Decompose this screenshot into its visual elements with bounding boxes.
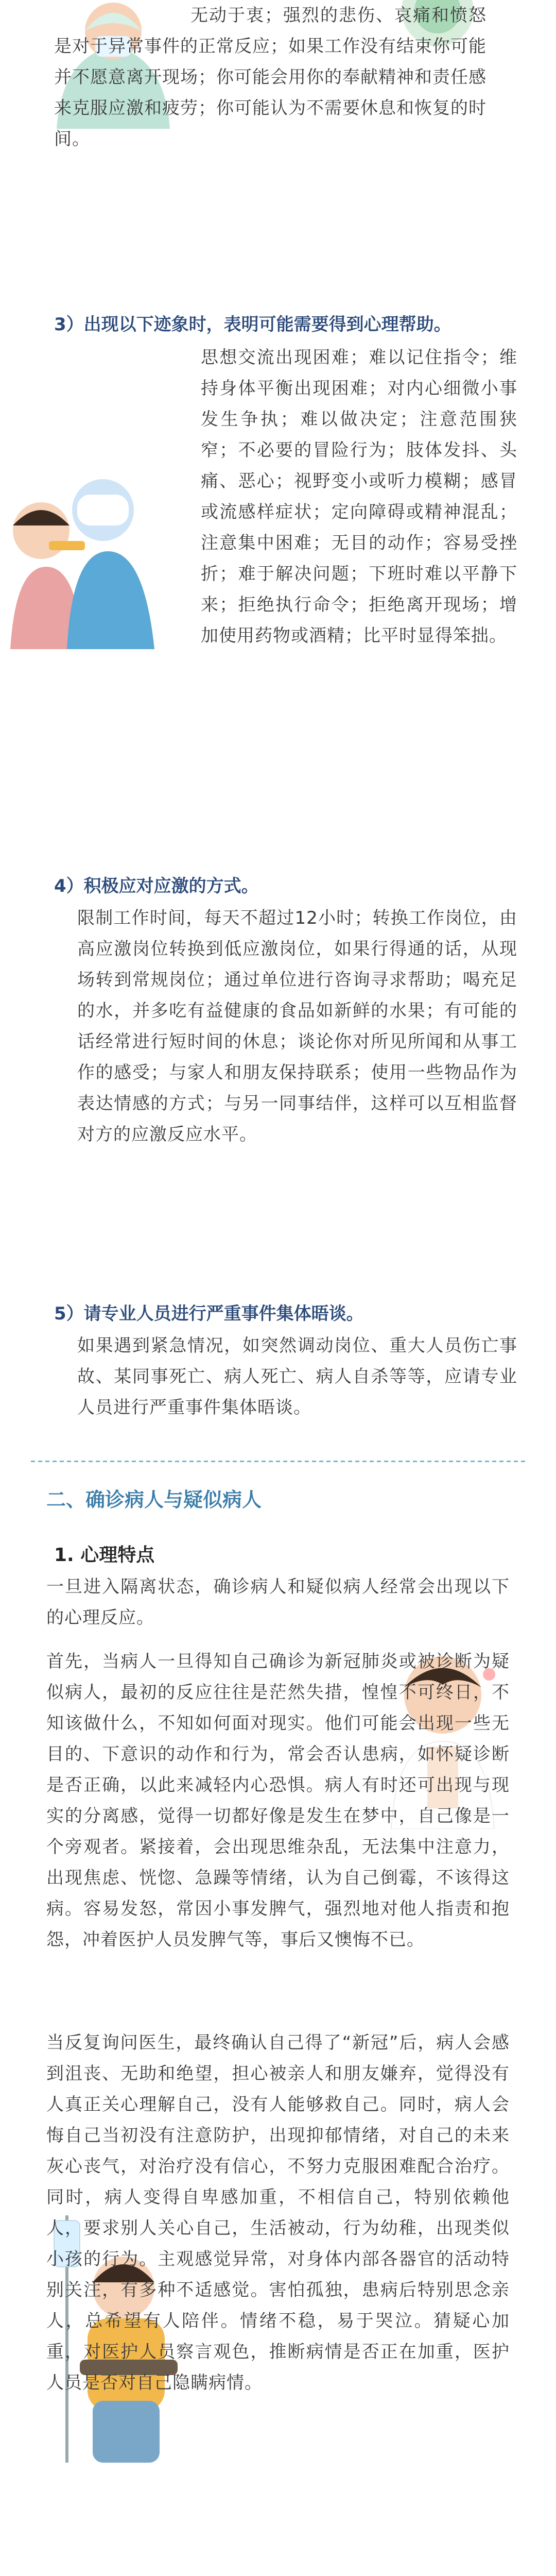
sub-1-para2: 当反复询问医生，最终确认自己得了“新冠”后，病人会感到沮丧、无助和绝望，担心被亲人和朋友嫌弃，觉得没有人真正关心理解自己，没有人能够救自己。同时，病人会悔自己当初没有注意防护，出现抑郁情绪，对自己的未来灰心丧气，对治疗没有信心，不努力克服困难配合治疗。同时，病人变得自卑感加重，不相信自己，特别依赖他人，要求别人关心自己，生活被动，行为幼稚，出现类似小孩的行为。主观感觉异常，对身体内部各器官的活动特别关注，有多种不适感觉。害怕孤独，患病后特别思念亲人，总希望有人陪伴。情绪不稳，易于哭泣。猜疑心加重，对医护人员察言观色，推断病情是否正在加重，医护人员是否对自己隐瞒病情。 [46,2032,510,2393]
section-2-title: 二、确诊病人与疑似病人 [46,1488,262,1511]
item-4-title: 4）积极应对应激的方式。 [54,876,259,896]
item-3-body: 思想交流出现困难；难以记住指令；维持身体平衡出现困难；对内心细微小事发生争执；难以做决定；注意范围狭窄；不必要的冒险行为；肢体发抖、头痛、恶心；视野变小或听力模糊；感冒或流感样症状；定向障碍或精神混乱；注意集中困难；无目的动作；容易受挫折；难于解决问题；下班时难以平静下来；拒绝执行命令；拒绝离开现场；增加使用药物或酒精；比平时显得笨拙。 [201,347,517,646]
sub-1-para1-block [46,1646,510,1955]
item-4-body: 限制工作时间，每天不超过12小时；转换工作岗位，由高应激岗位转换到低应激岗位，如果行得通的话，从现场转到常规岗位；通过单位进行咨询寻求帮助；喝充足的水，并多吃有益健康的食品如新鲜的水果；有可能的话经常进行短时间的休息；谈论你对所见所闻和从事工作的感受；与家人和朋友保持联系；使用一些物品作为表达情感的方式；与另一同事结伴，这样可以互相监督对方的应激反应水平。 [77,908,517,1145]
item-5-title: 5）请专业人员进行严重事件集体晤谈。 [54,1303,364,1324]
sub-1-title: 1. 心理特点 [54,1545,155,1566]
item-4 [54,871,517,1150]
sub-1-para2-block [46,2027,510,2398]
doctor-thermometer-illustration [5,464,160,649]
sub-1-intro: 一旦进入隔离状态，确诊病人和疑似病人经常会出现以下的心理反应。 [46,1577,510,1628]
top-card [0,0,556,309]
top-paragraph: 无动于衷；强烈的悲伤、哀痛和愤怒是对于异常事件的正常反应；如果工作没有结束你可能并不愿意离开现场；你可能会用你的奉献精神和责任感来克服应激和疲劳；你可能认为不需要休息和恢复的时间。 [54,5,486,149]
item-3-title: 3）出现以下迹象时，表明可能需要得到心理帮助。 [54,314,451,335]
item-5-body: 如果遇到紧急情况，如突然调动岗位、重大人员伤亡事故、某同事死亡、病人死亡、病人自杀等等，应请专业人员进行严重事件集体晤谈。 [77,1335,517,1418]
item-5 [54,1298,517,1423]
sub-1-para1: 首先，当病人一旦得知自己确诊为新冠肺炎或被诊断为疑似病人，最初的反应往往是茫然失措，惶惶不可终日，不知该做什么，不知如何面对现实。他们可能会出现一些无目的、下意识的动作和行为，常会否认患病，如怀疑诊断是否正确，以此来减轻内心恐惧。病人有时还可出现与现实的分离感，觉得一切都好像是发生在梦中，自己像是一个旁观者。紧接着，会出现思维杂乱，无法集中注意力，出现焦虑、恍惚、急躁等情绪，认为自己倒霉，不该得这病。容易发怒，常因小事发脾气，强烈地对他人指责和抱怨，冲着医护人员发脾气等，事后又懊悔不已。 [46,1651,510,1950]
section-divider [31,1461,525,1462]
top-text-narrow [54,0,486,155]
sub-1-intro-block [46,1571,510,1633]
